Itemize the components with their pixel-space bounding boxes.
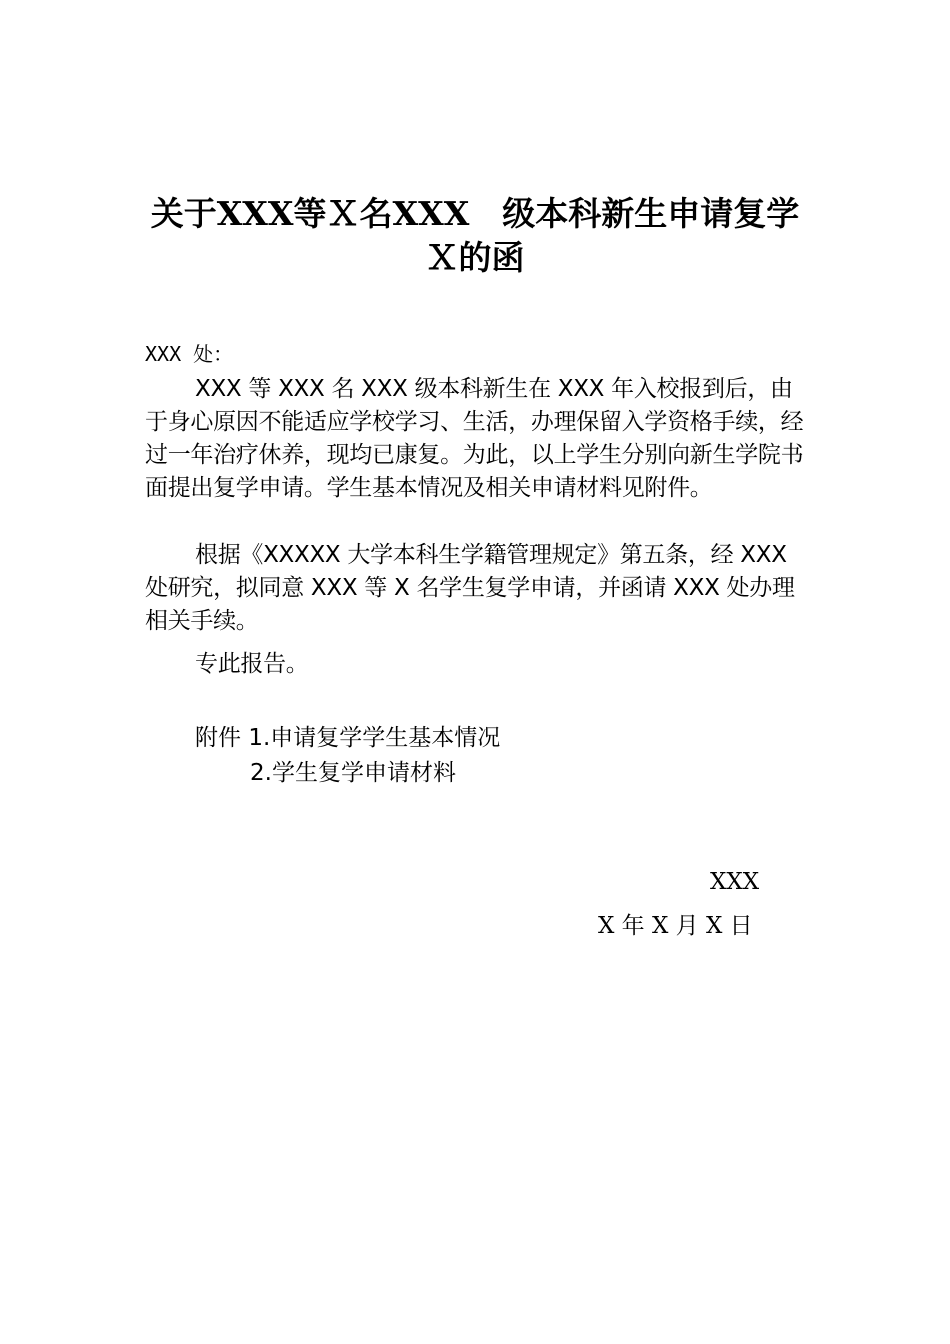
- closing-remark: 专此报告。: [195, 651, 309, 677]
- document-title-line-1: 关于XXX等Ｘ名XXX 级本科新生申请复学: [150, 194, 800, 233]
- document-title-line-2: Ｘ的函: [425, 238, 525, 277]
- signature-date: X 年 X 月 X 日: [598, 913, 753, 939]
- attachment-item-1: 1.申请复学学生基本情况: [248, 725, 501, 751]
- signature-issuer: XXX: [710, 869, 760, 895]
- attachment-label: 附件: [195, 725, 241, 751]
- body-paragraph-1: XXX 等 XXX 名 XXX 级本科新生在 XXX 年入校报到后，由于身心原因不能适应学校学习、生活，办理保留入学资格手续，经过一年治疗休养，现均已康复。为此，以上学生分别向新生学院书面提出复学申请。学生基本情况及相关申请材料见附件。: [145, 376, 804, 501]
- attachment-line-1: [195, 722, 500, 755]
- salutation: XXX 处：: [145, 342, 234, 366]
- body-paragraph-2: 根据《XXXXX 大学本科生学籍管理规定》第五条，经 XXX 处研究，拟同意 XXX 等 X 名学生复学申请，并函请 XXX 处办理相关手续。: [145, 542, 795, 634]
- attachment-item-2: 2.学生复学申请材料: [250, 760, 456, 786]
- attachment-line-2: [250, 757, 456, 790]
